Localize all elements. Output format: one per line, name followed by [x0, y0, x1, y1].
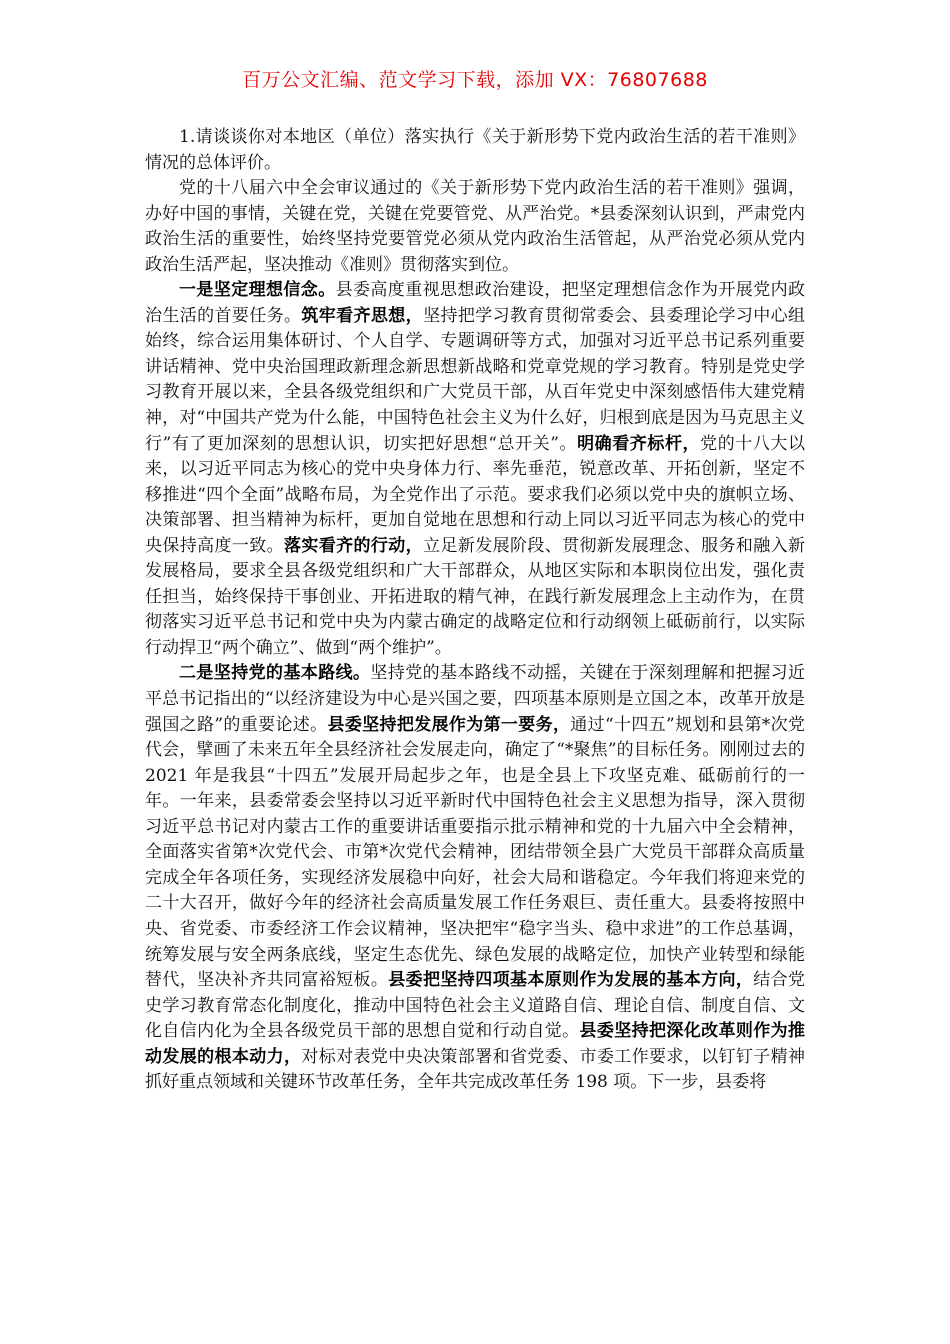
bold-phrase: 县委把坚持四项基本原则作为发展的基本方向， — [388, 970, 754, 991]
document-body — [145, 125, 805, 1096]
bold-phrase: 筑牢看齐思想， — [301, 305, 424, 326]
paragraph-text: 通过“十四五”规划和县第*次党代会，擘画了未来五年全县经济社会发展走向，确定了“*聚焦”的目标任务。刚刚过去的 2021 年是我县“十四五”发展开局起步之年，也是全县上下攻坚克难、砥砺前行的一年。一年来，县委常委会坚持以习近平新时代中国特色社会主义思想为指导，深入贯彻习近平总书记对内蒙古工作的重要讲话重要指示批示精神和党的十九届六中全会精神，全面落实省第*次党代会、市第*次党代会精神，团结带领全县广大党员干部群众高质量完成全年各项任务，实现经济发展稳中向好，社会大局和谐稳定。今年我们将迎来党的二十大召开，做好今年的经济社会高质量发展工作任务艰巨、责任重大。县委将按照中央、省党委、市委经济工作会议精神，坚决把牢“稳字当头、稳中求进”的工作总基调，统筹发展与安全两条底线，坚定生态优先、绿色发展的战略定位，加快产业转型和绿能替代，坚决补齐共同富裕短板。 — [145, 714, 805, 991]
paragraph-text: 结合党史学习教育常态化制度化，推动中国特色社会主义道路自信、理论自信、制度自信、文化自信内化为全县各级党员干部的思想自觉和行动自觉。 — [145, 970, 806, 1042]
section-heading: 二是坚持党的基本路线。 — [179, 663, 371, 684]
bold-phrase: 落实看齐的行动， — [284, 535, 424, 556]
question-paragraph: 1.请谈谈你对本地区（单位）落实执行《关于新形势下党内政治生活的若干准则》情况的总体评价。 — [145, 127, 805, 173]
section-two-paragraph — [145, 661, 805, 1095]
paragraph-text: 对标对表党中央决策部署和省党委、市委工作要求，以钉钉子精神抓好重点领域和关键环节改革任务，全年共完成改革任务 198 项。下一步，县委将 — [145, 1046, 805, 1093]
paragraph-text: 坚持把学习教育贯彻常委会、县委理论学习中心组始终，综合运用集体研讨、个人自学、专题调研等方式，加强对习近平总书记系列重要讲话精神、党中央治国理政新理念新思想新战略和党章党规的学习教育。特别是党史学习教育开展以来，全县各级党组织和广大党员干部，从百年党史中深刻感悟伟大建党精神，对“中国共产党为什么能，中国特色社会主义为什么好，归根到底是因为马克思主义行”有了更加深刻的思想认识，切实把好思想“总开关”。 — [145, 305, 806, 454]
bold-phrase: 县委坚持把发展作为第一要务， — [327, 714, 571, 735]
bold-phrase: 明确看齐标杆， — [577, 433, 701, 454]
paragraph-text: 县委高度重视思想政治建设，把坚定理想信念作为开展党内政治生活的首要任务。 — [145, 280, 806, 326]
paragraph-text: 坚持党的基本路线不动摇，关键在于深刻理解和把握习近平总书记指出的“以经济建设为中心是兴国之要，四项基本原则是立国之本，改革开放是强国之路”的重要论述。 — [145, 663, 806, 735]
paragraph-text: 党的十八大以来，以习近平同志为核心的党中央身体力行、率先垂范，锐意改革、开拓创新，坚定不移推进“四个全面”战略布局，为全党作出了示范。要求我们必须以党中央的旗帜立场、决策部署、担当精神为标杆，更加自觉地在思想和行动上同以习近平同志为核心的党中央保持高度一致。 — [145, 433, 806, 556]
paragraph-text: 立足新发展阶段、贯彻新发展理念、服务和融入新发展格局，要求全县各级党组织和广大干部群众，从地区实际和本职岗位出发，强化责任担当，始终保持干事创业、开拓进取的精气神，在践行新发展理念上主动作为，在贯彻落实习近平总书记和党中央为内蒙古确定的战略定位和行动纲领上砥砺前行，以实际行动捍卫“两个确立”、做到“两个维护”。 — [145, 535, 806, 658]
section-one-paragraph — [145, 278, 805, 661]
header-banner: 百万公文汇编、范文学习下载，添加 VX：76807688 — [242, 69, 708, 91]
bold-phrase: 县委坚持把深化改革则作为推动发展的根本动力， — [145, 1021, 806, 1067]
section-heading: 一是坚定理想信念。 — [179, 280, 336, 301]
intro-paragraph: 党的十八届六中全会审议通过的《关于新形势下党内政治生活的若干准则》强调，办好中国的事情，关键在党，关键在党要管党、从严治党。*县委深刻认识到，严肃党内政治生活的重要性，始终坚持党要管党必须从党内政治生活管起，从严治党必须从党内政治生活严起，坚决推动《准则》贯彻落实到位。 — [145, 178, 805, 275]
